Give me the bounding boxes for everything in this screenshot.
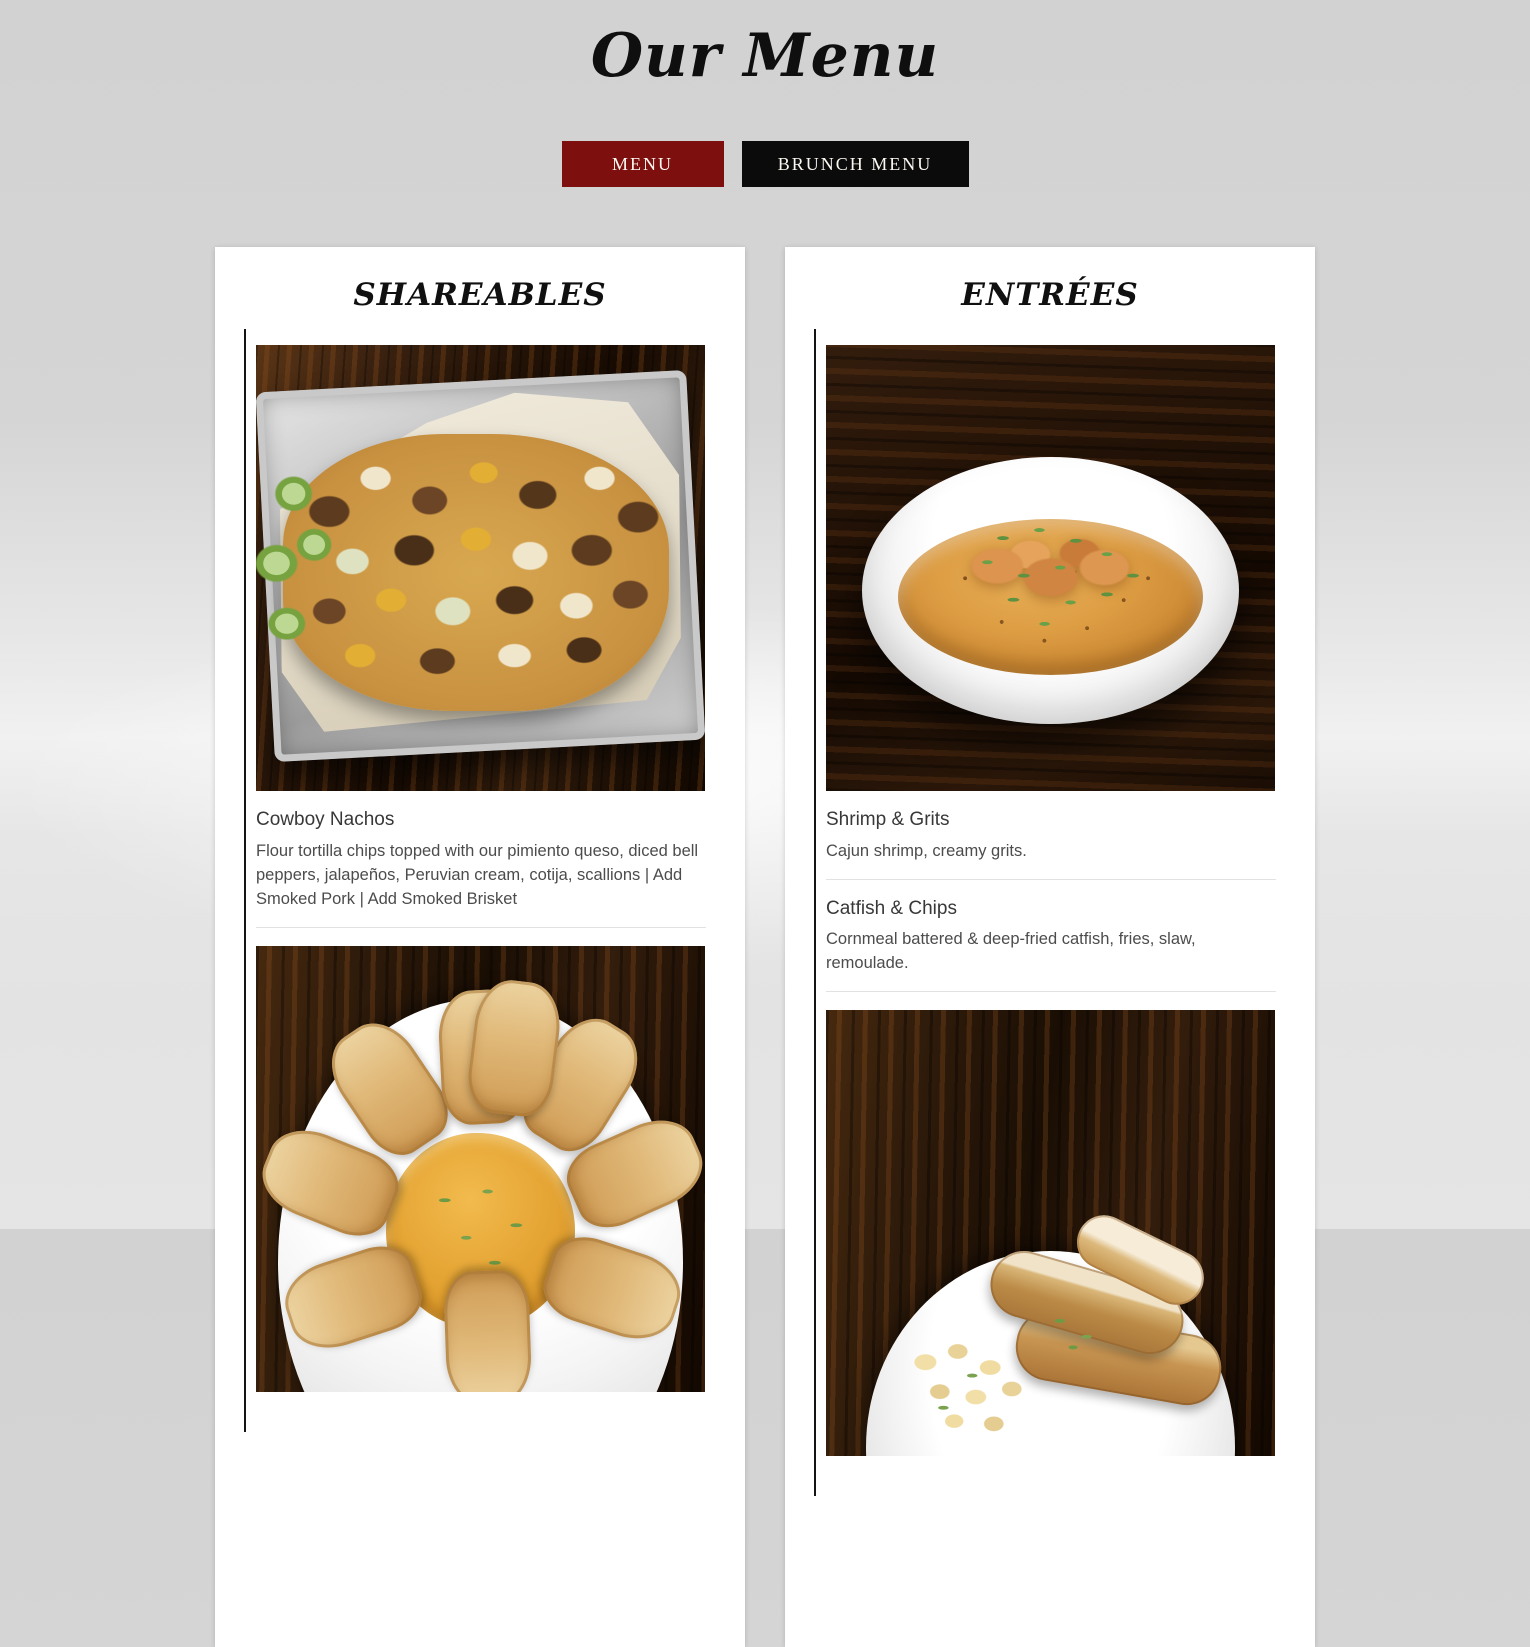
scallion-garnish-shape: [1033, 1305, 1123, 1359]
cowboy-nachos-photo: [256, 345, 705, 791]
item-description: Cajun shrimp, creamy grits.: [826, 841, 1027, 860]
shareables-card: [215, 247, 745, 1647]
menu-cards: [0, 247, 1530, 1647]
page-title: Our Menu: [590, 21, 940, 91]
menu-page: [0, 22, 1530, 1229]
item-name: Cowboy Nachos: [256, 809, 395, 830]
menu-item-cowboy-nachos: [256, 345, 706, 928]
shrimp-and-grits-photo: [826, 345, 1275, 791]
chive-garnish-shape: [925, 514, 1185, 648]
jalapeno-slices-shape: [256, 452, 427, 684]
menu-toggle-group: [0, 141, 1530, 187]
item-name: Catfish & Chips: [826, 897, 957, 919]
section-title-shareables: SHAREABLES: [353, 277, 607, 313]
item-description: Flour tortilla chips topped with our pimiento queso, diced bell peppers, jalapeños, Peruvian cream, cotija, scallions | Add Smoked Pork | Add Smoked Brisket: [256, 841, 699, 908]
section-title-entrees: ENTRÉES: [961, 277, 1139, 313]
item-description: Cornmeal battered & deep-fried catfish, fries, slaw, remoulade.: [826, 930, 1196, 973]
menu-item-queso-bread: [256, 946, 706, 1392]
entrees-item-list: [814, 329, 1276, 1496]
shareables-item-list: [244, 329, 706, 1432]
toast-slice-shape: [442, 1270, 532, 1392]
item-divider: [826, 991, 1276, 992]
menu-item-catfish-chips: [826, 896, 1276, 993]
fried-chicken-mac-photo: [826, 1010, 1275, 1456]
queso-bread-plate-photo: [256, 946, 705, 1392]
item-name: Shrimp & Grits: [826, 809, 950, 830]
menu-button[interactable]: MENU: [562, 141, 724, 187]
item-divider: [256, 927, 706, 928]
menu-item-shrimp-grits: [826, 345, 1276, 880]
menu-item-fried-chicken: [826, 1010, 1276, 1456]
entrees-card: [785, 247, 1315, 1647]
brunch-menu-button[interactable]: BRUNCH MENU: [742, 141, 969, 187]
item-divider: [826, 879, 1276, 880]
